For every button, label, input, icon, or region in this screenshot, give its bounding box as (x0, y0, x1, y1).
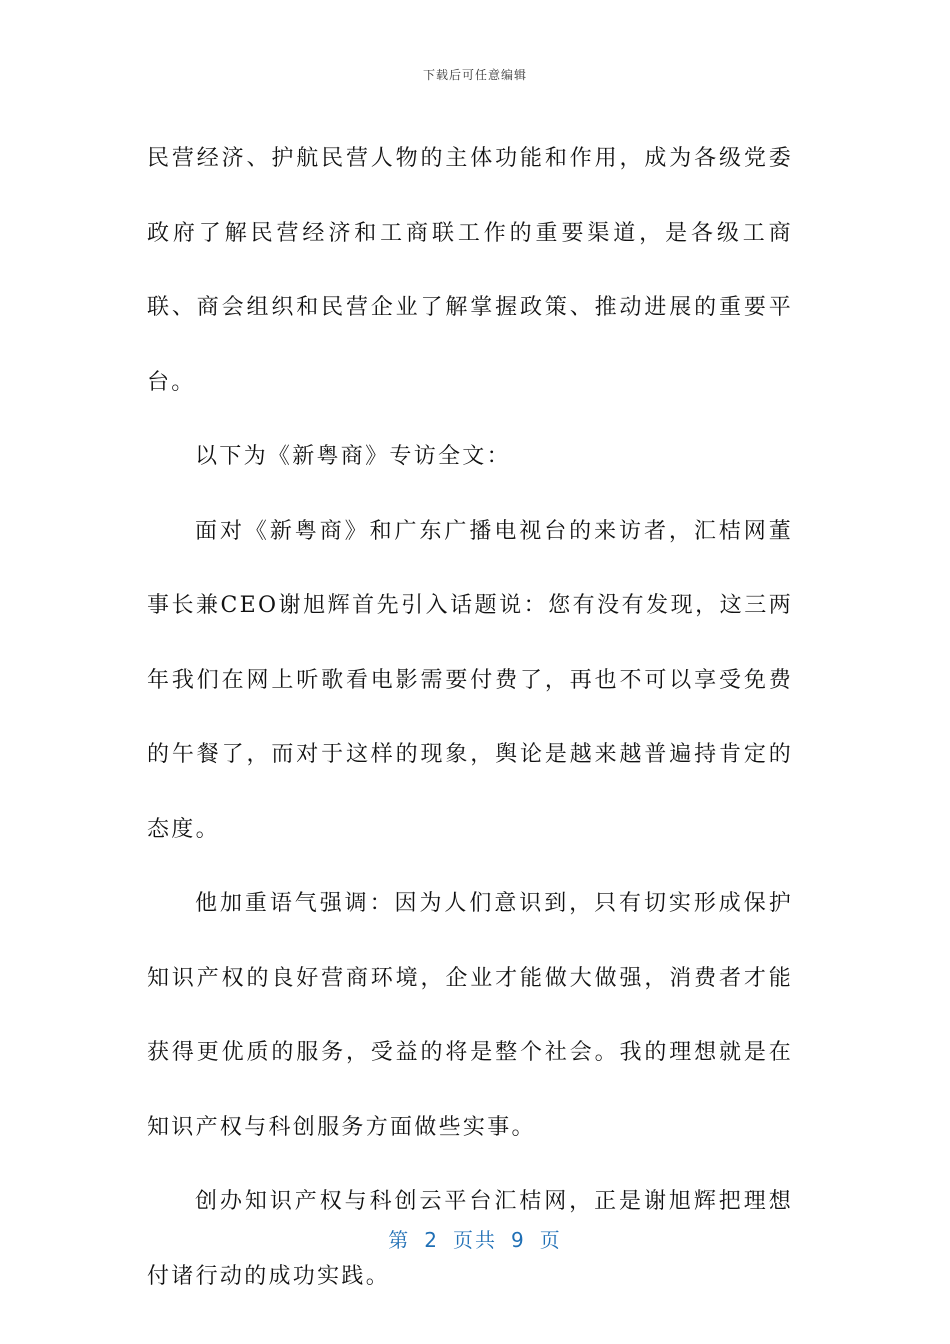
paragraph-5: 创办知识产权与科创云平台汇桔网，正是谢旭辉把理想付诸行动的成功实践。 (147, 1189, 793, 1289)
paragraph-1: 民营经济、护航民营人物的主体功能和作用，成为各级党委政府了解民营经济和工商联工作的重要渠道，是各级工商联、商会组织和民营企业了解掌握政策、推动进展的重要平台。 (147, 146, 793, 395)
paragraph-4: 他加重语气强调：因为人们意识到，只有切实形成保护知识产权的良好营商环境，企业才能做大做强，消费者才能获得更优质的服务，受益的将是整个社会。我的理想就是在知识产权与科创服务方面做些实事。 (147, 891, 793, 1140)
paragraph-3: 面对《新粤商》和广东广播电视台的来访者，汇桔网董事长兼CEO谢旭辉首先引入话题说：您有没有发现，这三两年我们在网上听歌看电影需要付费了，再也不可以享受免费的午餐了，而对于这样的现象，舆论是越来越普遍持肯定的态度。 (147, 518, 793, 842)
page-footer (0, 1224, 950, 1253)
document-body (147, 122, 793, 1314)
footer-total-pages: 9 (511, 1228, 526, 1252)
footer-middle: 页共 (453, 1228, 497, 1252)
footer-prefix: 第 (388, 1228, 411, 1252)
footer-suffix: 页 (539, 1228, 562, 1252)
footer-page-number: 2 (424, 1228, 439, 1252)
paragraph-2: 以下为《新粤商》专访全文： (195, 444, 511, 469)
page-header: 下载后可任意编辑 (422, 68, 527, 82)
